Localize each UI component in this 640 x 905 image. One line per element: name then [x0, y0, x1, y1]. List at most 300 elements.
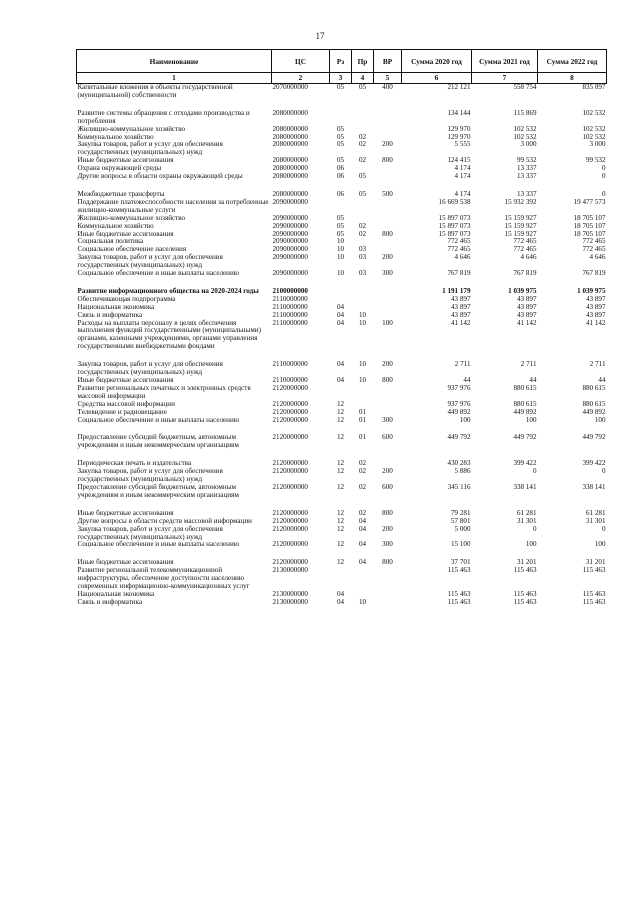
row-rz: 05 [336, 132, 345, 141]
row-name: Социальное обеспечение населения [77, 245, 187, 254]
row-cs: 2120000000 [272, 482, 308, 491]
row-pr [352, 567, 374, 591]
col-index-5: 5 [374, 73, 402, 84]
row-pr: 04 [358, 516, 367, 525]
row-cs: 2110000000 [272, 310, 308, 319]
table-row [77, 385, 607, 401]
row-vr: 300 [382, 540, 393, 549]
row-cs: 2090000000 [272, 229, 308, 238]
row-sum-2020: 15 897 073 [438, 229, 471, 238]
row-name: Иные бюджетные ассигнования [77, 156, 174, 165]
row-name: Другие вопросы в области охраны окружающей среды [77, 172, 243, 181]
row-name: Расходы на выплаты персоналу в целях обеспечения выполнения функций государственными (муниципальными) органами, казенными учреждениями, органами управления государственными внебюджетными фондами [77, 318, 261, 351]
row-sum-2022: 18 705 107 [573, 213, 606, 222]
row-sum-2022: 880 615 [582, 383, 606, 392]
row-vr [374, 215, 402, 223]
row-sum-2021: 44 [529, 376, 537, 384]
row-sum-2020: 4 174 [454, 189, 471, 198]
row-sum-2022: 100 [594, 415, 606, 424]
row-rz: 04 [336, 589, 345, 598]
row-pr: 05 [358, 172, 367, 181]
row-sum-2020: 449 792 [447, 433, 471, 442]
row-sum-2020: 79 281 [450, 508, 471, 517]
row-sum-2020: 43 897 [450, 310, 471, 319]
row-cs: 2110000000 [272, 302, 308, 311]
row-rz [330, 110, 352, 126]
row-pr: 01 [358, 415, 367, 424]
page-number: 17 [315, 31, 325, 41]
row-rz: 06 [336, 172, 345, 181]
table-row [77, 254, 607, 270]
row-cs: 2120000000 [272, 407, 308, 416]
row-rz: 12 [336, 482, 345, 491]
row-name: Иные бюджетные ассигнования [77, 508, 174, 517]
col-index-6: 6 [402, 73, 472, 84]
row-rz [330, 567, 352, 591]
col-index-2: 2 [272, 73, 330, 84]
row-rz: 12 [336, 459, 345, 468]
row-vr [374, 385, 402, 401]
row-pr: 01 [358, 407, 367, 416]
row-pr [352, 385, 374, 401]
row-rz: 04 [336, 310, 345, 319]
row-vr [374, 165, 402, 173]
row-sum-2022: 449 792 [582, 433, 606, 442]
row-sum-2021: 449 792 [513, 433, 537, 442]
row-vr [374, 296, 402, 304]
row-sum-2021: 13 337 [516, 172, 537, 181]
row-sum-2022: 44 [598, 376, 606, 384]
row-name: Развитие информационного общества на 2020-2024 годы [77, 286, 259, 295]
row-sum-2021: 41 142 [516, 318, 537, 327]
row-vr: 500 [382, 189, 393, 198]
row-sum-2021: 399 422 [513, 459, 537, 468]
row-sum-2021: 0 [532, 524, 537, 533]
header-sum-2022: Сумма 2022 год [538, 50, 607, 73]
table-row [77, 199, 607, 215]
row-rz: 10 [336, 269, 345, 278]
row-sum-2022: 0 [601, 189, 606, 198]
row-sum-2022: 338 141 [582, 482, 606, 491]
row-name: Жилищно-коммунальное хозяйство [77, 124, 186, 133]
row-cs: 2120000000 [272, 459, 308, 468]
row-sum-2020: 4 646 [454, 253, 471, 262]
row-vr: 200 [382, 524, 393, 533]
row-vr: 100 [382, 318, 393, 327]
row-sum-2020: 212 121 [447, 83, 471, 91]
row-name: Коммунальное хозяйство [77, 221, 154, 230]
row-vr: 300 [382, 415, 393, 424]
row-vr [374, 591, 402, 599]
row-sum-2022: 102 532 [582, 124, 606, 133]
row-sum-2021: 61 281 [516, 508, 537, 517]
col-index-7: 7 [472, 73, 538, 84]
row-name: Предоставление субсидий бюджетным, автономным учреждениям и иным некоммерческим организациям [77, 433, 239, 450]
row-sum-2021: 115 869 [513, 108, 537, 117]
row-sum-2020: 129 970 [447, 132, 471, 141]
row-cs: 2120000000 [272, 383, 308, 392]
row-rz [330, 199, 352, 215]
row-cs: 2120000000 [272, 433, 308, 442]
table-body [77, 84, 607, 607]
row-name: Предоставление субсидий бюджетным, автономным учреждениям и иным некоммерческим организациям [77, 482, 239, 499]
row-vr: 800 [382, 558, 393, 567]
row-cs: 2090000000 [272, 197, 308, 206]
row-vr [374, 401, 402, 409]
row-cs: 2110000000 [272, 294, 308, 303]
row-name: Капитальные вложения в объекты государственной (муниципальной) собственности [77, 83, 233, 99]
row-sum-2020: 44 [463, 376, 471, 384]
row-rz [330, 385, 352, 401]
row-name: Социальное обеспечение и иные выплаты населению [77, 540, 240, 549]
row-name: Охрана окружающей среды [77, 164, 162, 173]
row-sum-2022: 102 532 [582, 108, 606, 117]
row-name: Коммунальное хозяйство [77, 132, 154, 141]
row-sum-2021: 115 463 [513, 589, 537, 598]
row-pr: 03 [358, 245, 367, 254]
row-sum-2020: 129 970 [447, 124, 471, 133]
row-sum-2022: 0 [601, 524, 606, 533]
row-pr: 02 [358, 482, 367, 491]
row-rz: 05 [336, 140, 345, 149]
header-sum-2020: Сумма 2020 год [402, 50, 472, 73]
row-sum-2020: 43 897 [450, 294, 471, 303]
row-sum-2022: 0 [601, 467, 606, 476]
row-sum-2020: 937 976 [447, 399, 471, 408]
row-rz: 05 [336, 229, 345, 238]
row-cs: 2090000000 [272, 245, 308, 254]
row-cs: 2120000000 [272, 467, 308, 476]
col-index-1: 1 [77, 73, 272, 84]
row-sum-2021: 15 159 927 [504, 229, 537, 238]
row-sum-2022: 835 897 [582, 83, 606, 91]
row-sum-2021: 558 754 [513, 83, 537, 91]
row-sum-2021: 338 141 [513, 482, 537, 491]
row-rz: 12 [336, 407, 345, 416]
row-cs: 2100000000 [272, 286, 308, 295]
row-name: Закупка товаров, работ и услуг для обеспечения государственных (муниципальных) нужд [77, 467, 223, 484]
row-pr [352, 110, 374, 126]
row-sum-2020: 345 116 [447, 482, 471, 491]
row-name: Иные бюджетные ассигнования [77, 229, 174, 238]
row-vr [374, 288, 402, 296]
row-pr: 10 [358, 360, 367, 369]
row-rz: 12 [336, 508, 345, 517]
row-rz: 05 [336, 83, 345, 91]
row-sum-2022: 772 465 [582, 237, 606, 246]
row-sum-2020: 100 [459, 415, 471, 424]
row-vr [374, 126, 402, 134]
row-cs: 2090000000 [272, 221, 308, 230]
row-sum-2020: 430 283 [447, 459, 471, 468]
row-name: Закупка товаров, работ и услуг для обеспечения государственных (муниципальных) нужд [77, 524, 223, 541]
table-row [77, 417, 607, 425]
row-rz: 05 [336, 124, 345, 133]
row-rz: 04 [336, 360, 345, 369]
row-pr: 10 [358, 376, 367, 384]
row-sum-2020: 1 191 179 [442, 286, 471, 295]
row-sum-2022: 2 711 [589, 360, 606, 369]
row-vr: 300 [382, 269, 393, 278]
row-sum-2021: 4 646 [520, 253, 537, 262]
row-sum-2020: 124 415 [447, 156, 471, 165]
row-sum-2022: 31 201 [585, 558, 606, 567]
row-sum-2021: 880 615 [513, 383, 537, 392]
table-row [77, 599, 607, 607]
column-index-row [77, 73, 607, 84]
row-sum-2022: 1 039 975 [577, 286, 606, 295]
row-vr [374, 110, 402, 126]
row-sum-2021: 880 615 [513, 399, 537, 408]
row-sum-2021: 0 [532, 467, 537, 476]
row-name: Развитие региональных печатных и электронных средств массовой информации [77, 383, 251, 400]
row-vr: 800 [382, 229, 393, 238]
row-sum-2020: 937 976 [447, 383, 471, 392]
row-rz: 10 [336, 245, 345, 254]
row-pr: 02 [358, 467, 367, 476]
row-rz: 12 [336, 516, 345, 525]
row-rz [330, 288, 352, 296]
row-rz: 04 [336, 376, 345, 384]
row-sum-2021: 31 201 [516, 558, 537, 567]
row-name: Поддержание платежеспособности населения за потребленные жилищно-коммунальные услуги [77, 197, 269, 214]
row-sum-2021: 13 337 [516, 189, 537, 198]
row-cs: 2130000000 [272, 566, 308, 575]
row-name: Другие вопросы в области средств массовой информации [77, 516, 252, 525]
row-sum-2020: 449 892 [447, 407, 471, 416]
row-cs: 2120000000 [272, 524, 308, 533]
row-sum-2021: 43 897 [516, 302, 537, 311]
row-sum-2022: 102 532 [582, 132, 606, 141]
row-sum-2020: 15 897 073 [438, 221, 471, 230]
row-pr: 04 [358, 524, 367, 533]
row-sum-2021: 449 892 [513, 407, 537, 416]
table-row [77, 468, 607, 484]
row-sum-2021: 115 463 [513, 566, 537, 575]
row-cs: 2080000000 [272, 140, 308, 149]
row-name: Обеспечивающая подпрограмма [77, 294, 176, 303]
row-pr: 10 [358, 318, 367, 327]
row-sum-2022: 99 532 [585, 156, 606, 165]
row-rz: 05 [336, 213, 345, 222]
row-name: Иные бюджетные ассигнования [77, 558, 174, 567]
row-cs: 2110000000 [272, 318, 308, 327]
row-sum-2021: 102 532 [513, 124, 537, 133]
table-row [77, 434, 607, 450]
row-pr: 02 [358, 508, 367, 517]
row-rz: 10 [336, 253, 345, 262]
row-sum-2022: 115 463 [582, 566, 606, 575]
row-name: Иные бюджетные ассигнования [77, 376, 174, 384]
col-index-4: 4 [352, 73, 374, 84]
row-sum-2021: 3 000 [520, 140, 537, 149]
row-name: Развитие системы обращения с отходами производства и потребления [77, 108, 250, 125]
row-pr: 02 [358, 140, 367, 149]
row-cs: 2120000000 [272, 540, 308, 549]
row-name: Социальное обеспечение и иные выплаты населению [77, 415, 240, 424]
row-pr: 05 [358, 189, 367, 198]
row-sum-2020: 2 711 [454, 360, 471, 369]
row-pr: 02 [358, 132, 367, 141]
row-cs: 2120000000 [272, 516, 308, 525]
row-pr: 03 [358, 269, 367, 278]
table-row [77, 320, 607, 352]
row-pr: 05 [358, 83, 367, 91]
row-sum-2021: 1 039 975 [508, 286, 537, 295]
row-rz: 05 [336, 221, 345, 230]
row-sum-2022: 43 897 [585, 294, 606, 303]
row-sum-2022: 43 897 [585, 302, 606, 311]
col-index-8: 8 [538, 73, 607, 84]
row-name: Жилищно-коммунальное хозяйство [77, 213, 186, 222]
table-row [77, 84, 607, 100]
header-pr: Пр [352, 50, 374, 73]
row-sum-2020: 115 463 [447, 589, 471, 598]
col-index-3: 3 [330, 73, 352, 84]
row-sum-2022: 19 477 573 [573, 197, 606, 206]
row-cs: 2120000000 [272, 558, 308, 567]
row-sum-2020: 43 897 [450, 302, 471, 311]
row-pr: 03 [358, 253, 367, 262]
header-sum-2021: Сумма 2021 год [472, 50, 538, 73]
row-sum-2021: 13 337 [516, 164, 537, 173]
row-vr: 800 [382, 508, 393, 517]
row-sum-2021: 43 897 [516, 310, 537, 319]
row-sum-2022: 41 142 [585, 318, 606, 327]
row-sum-2020: 115 463 [447, 597, 471, 606]
row-name: Национальная экономика [77, 302, 155, 311]
row-cs: 2080000000 [272, 124, 308, 133]
row-cs: 2080000000 [272, 189, 308, 198]
row-sum-2022: 18 705 107 [573, 221, 606, 230]
row-sum-2020: 772 465 [447, 237, 471, 246]
row-pr: 10 [358, 597, 367, 606]
row-pr [352, 296, 374, 304]
row-rz: 05 [336, 156, 345, 165]
row-pr: 01 [358, 433, 367, 442]
row-sum-2022: 61 281 [585, 508, 606, 517]
row-cs: 2090000000 [272, 269, 308, 278]
row-rz: 12 [336, 415, 345, 424]
row-cs: 2090000000 [272, 213, 308, 222]
row-cs: 2130000000 [272, 589, 308, 598]
row-sum-2022: 0 [601, 164, 606, 173]
row-vr: 200 [382, 253, 393, 262]
row-cs: 2130000000 [272, 597, 308, 606]
row-vr: 200 [382, 360, 393, 369]
row-sum-2020: 5 555 [454, 140, 471, 149]
row-sum-2021: 100 [525, 415, 537, 424]
row-rz: 04 [336, 302, 345, 311]
row-sum-2022: 100 [594, 540, 606, 549]
row-rz: 12 [336, 467, 345, 476]
row-sum-2022: 399 422 [582, 459, 606, 468]
row-cs: 2120000000 [272, 415, 308, 424]
row-sum-2020: 16 669 538 [438, 197, 471, 206]
row-sum-2020: 15 100 [450, 540, 471, 549]
row-cs: 2090000000 [272, 237, 308, 246]
row-sum-2021: 31 301 [516, 516, 537, 525]
row-sum-2022: 880 615 [582, 399, 606, 408]
budget-table [76, 49, 607, 607]
row-rz: 12 [336, 558, 345, 567]
row-cs: 2080000000 [272, 164, 308, 173]
table-row [77, 141, 607, 157]
table-row [77, 361, 607, 377]
row-pr: 04 [358, 558, 367, 567]
row-sum-2022: 3 000 [589, 140, 606, 149]
row-sum-2022: 0 [601, 172, 606, 181]
row-rz: 06 [336, 164, 345, 173]
row-vr [374, 567, 402, 591]
table-row [77, 110, 607, 126]
row-sum-2021: 15 159 927 [504, 213, 537, 222]
row-rz: 12 [336, 524, 345, 533]
row-sum-2020: 5 000 [454, 524, 471, 533]
row-sum-2022: 18 705 107 [573, 229, 606, 238]
row-sum-2020: 57 801 [450, 516, 471, 525]
row-pr: 02 [358, 156, 367, 165]
row-sum-2021: 772 465 [513, 237, 537, 246]
row-name: Связь и информатика [77, 310, 143, 319]
row-sum-2020: 4 174 [454, 164, 471, 173]
row-cs: 2090000000 [272, 253, 308, 262]
row-sum-2022: 43 897 [585, 310, 606, 319]
row-cs: 2080000000 [272, 132, 308, 141]
row-sum-2020: 41 142 [450, 318, 471, 327]
table-row [77, 173, 607, 181]
row-cs: 2080000000 [272, 108, 308, 117]
row-rz: 06 [336, 189, 345, 198]
row-sum-2020: 37 701 [450, 558, 471, 567]
row-vr [374, 599, 402, 607]
row-vr: 600 [382, 433, 393, 442]
row-sum-2020: 134 144 [447, 108, 471, 117]
row-name: Закупка товаров, работ и услуг для обеспечения государственных (муниципальных) нужд [77, 253, 223, 270]
row-name: Периодическая печать и издательства [77, 459, 192, 468]
row-vr: 800 [382, 156, 393, 165]
row-vr: 800 [382, 376, 393, 384]
row-sum-2022: 767 819 [582, 269, 606, 278]
row-rz: 12 [336, 399, 345, 408]
row-pr: 04 [358, 540, 367, 549]
row-sum-2020: 115 463 [447, 566, 471, 575]
row-name: Закупка товаров, работ и услуг для обеспечения государственных (муниципальных) нужд [77, 140, 223, 157]
row-sum-2020: 5 886 [454, 467, 471, 476]
row-cs: 2080000000 [272, 172, 308, 181]
row-pr: 02 [358, 459, 367, 468]
header-row [77, 50, 607, 73]
row-pr: 02 [358, 221, 367, 230]
row-sum-2022: 449 892 [582, 407, 606, 416]
row-rz: 12 [336, 433, 345, 442]
row-vr: 400 [382, 83, 393, 91]
row-name: Межбюджетные трансферты [77, 189, 165, 198]
row-rz: 04 [336, 597, 345, 606]
row-sum-2021: 99 532 [516, 156, 537, 165]
row-vr [374, 173, 402, 181]
header-cs: ЦС [272, 50, 330, 73]
row-sum-2022: 4 646 [589, 253, 606, 262]
row-sum-2020: 15 897 073 [438, 213, 471, 222]
row-sum-2022: 772 465 [582, 245, 606, 254]
row-rz: 04 [336, 318, 345, 327]
row-sum-2021: 115 463 [513, 597, 537, 606]
table-row [77, 270, 607, 278]
row-sum-2022: 115 463 [582, 589, 606, 598]
row-sum-2021: 15 159 927 [504, 221, 537, 230]
row-vr: 200 [382, 467, 393, 476]
